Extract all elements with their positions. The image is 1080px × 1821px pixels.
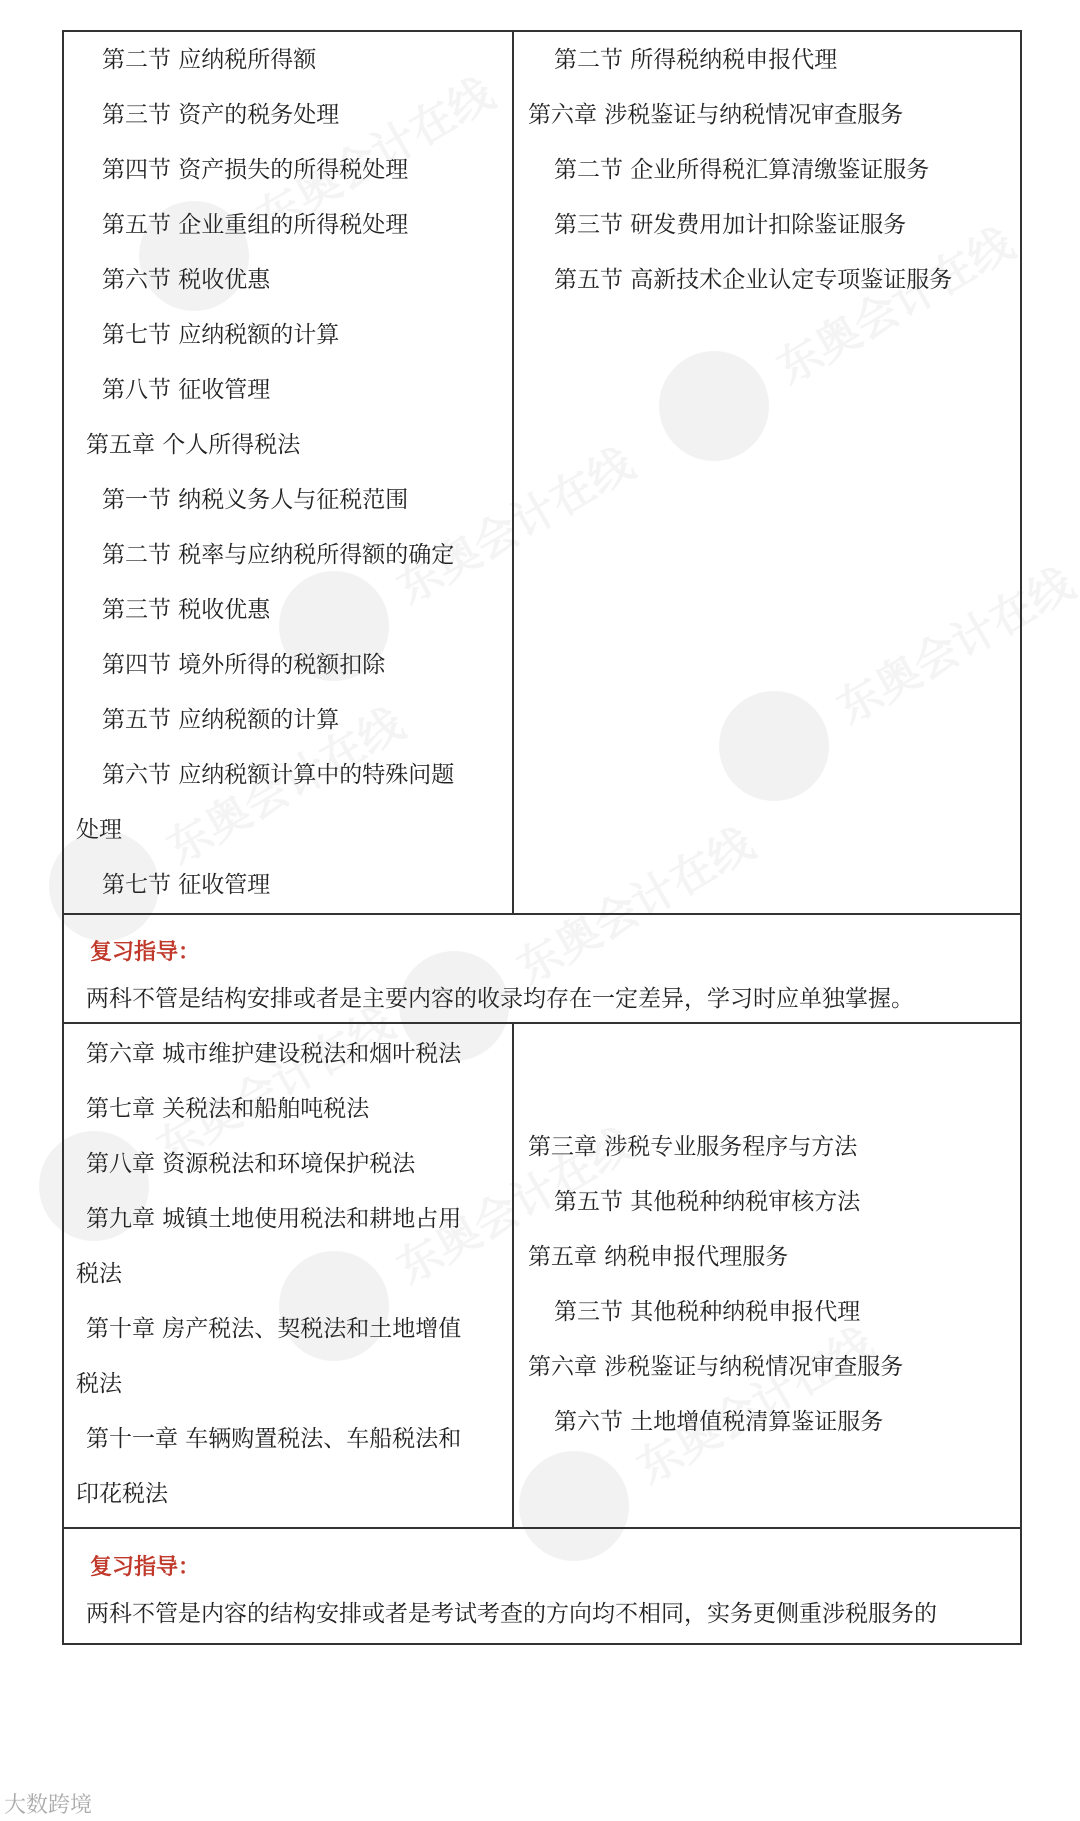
outline-line: 第三节 资产的税务处理 — [102, 102, 340, 128]
review-guide-title: 复习指导： — [90, 1555, 201, 1580]
outline-line: 第九章 城镇土地使用税法和耕地占用 — [86, 1206, 462, 1232]
outline-line: 第二节 所得税纳税申报代理 — [554, 47, 838, 73]
table-divider — [62, 913, 1022, 915]
table-divider — [62, 1527, 1022, 1529]
outline-line: 第五章 纳税申报代理服务 — [528, 1244, 789, 1270]
outline-line: 第五节 应纳税额的计算 — [102, 707, 340, 733]
outline-line: 第四节 资产损失的所得税处理 — [102, 157, 409, 183]
outline-right-column — [514, 33, 1018, 308]
outline-left-column — [62, 33, 510, 913]
outline-line: 第五章 个人所得税法 — [86, 432, 301, 458]
review-guide-title: 复习指导： — [90, 940, 201, 965]
outline-line: 税法 — [76, 1261, 122, 1287]
footer-brand: 大数跨境 — [4, 1793, 93, 1818]
outline-line: 第七节 应纳税额的计算 — [102, 322, 340, 348]
outline-line: 印花税法 — [76, 1481, 168, 1507]
outline-line: 第八章 资源税法和环境保护税法 — [86, 1151, 416, 1177]
outline-line: 第六章 涉税鉴证与纳税情况审查服务 — [528, 1354, 904, 1380]
outline-line: 第五节 其他税种纳税审核方法 — [554, 1189, 861, 1215]
outline-line: 第三节 研发费用加计扣除鉴证服务 — [554, 212, 907, 238]
outline-line: 第五节 高新技术企业认定专项鉴证服务 — [554, 267, 953, 293]
outline-line: 第二节 应纳税所得额 — [102, 47, 317, 73]
outline-line: 第七章 关税法和船舶吨税法 — [86, 1096, 370, 1122]
document-table — [62, 30, 1022, 1645]
outline-line: 第四节 境外所得的税额扣除 — [102, 652, 386, 678]
outline-line: 第六节 税收优惠 — [102, 267, 271, 293]
outline-line: 第一节 纳税义务人与征税范围 — [102, 487, 409, 513]
table-border-top — [62, 30, 1022, 32]
outline-line: 第六章 城市维护建设税法和烟叶税法 — [86, 1041, 462, 1067]
outline-line: 第二节 企业所得税汇算清缴鉴证服务 — [554, 157, 930, 183]
outline-line: 第三章 涉税专业服务程序与方法 — [528, 1134, 858, 1160]
outline-line: 第六节 应纳税额计算中的特殊问题 — [102, 762, 455, 788]
outline-line: 第二节 税率与应纳税所得额的确定 — [102, 542, 455, 568]
outline-right-column — [514, 1120, 1018, 1450]
review-guide-text: 两科不管是内容的结构安排或者是考试考查的方向均不相同，实务更侧重涉税服务的 — [86, 1601, 937, 1627]
table-divider — [62, 1022, 1022, 1024]
outline-left-column — [62, 1027, 510, 1522]
table-border-bottom — [62, 1643, 1022, 1645]
outline-line: 第十一章 车辆购置税法、车船税法和 — [86, 1426, 462, 1452]
outline-line: 第六章 涉税鉴证与纳税情况审查服务 — [528, 102, 904, 128]
outline-line: 第八节 征收管理 — [102, 377, 271, 403]
outline-line: 第十章 房产税法、契税法和土地增值 — [86, 1316, 462, 1342]
review-guide-text: 两科不管是结构安排或者是主要内容的收录均存在一定差异，学习时应单独掌握。 — [86, 986, 914, 1012]
outline-line: 处理 — [76, 817, 122, 843]
outline-line: 第三节 税收优惠 — [102, 597, 271, 623]
outline-line: 第三节 其他税种纳税申报代理 — [554, 1299, 861, 1325]
outline-line: 第七节 征收管理 — [102, 872, 271, 898]
table-border-right — [1020, 30, 1022, 1645]
outline-line: 税法 — [76, 1371, 122, 1397]
outline-line: 第六节 土地增值税清算鉴证服务 — [554, 1409, 884, 1435]
outline-line: 第五节 企业重组的所得税处理 — [102, 212, 409, 238]
